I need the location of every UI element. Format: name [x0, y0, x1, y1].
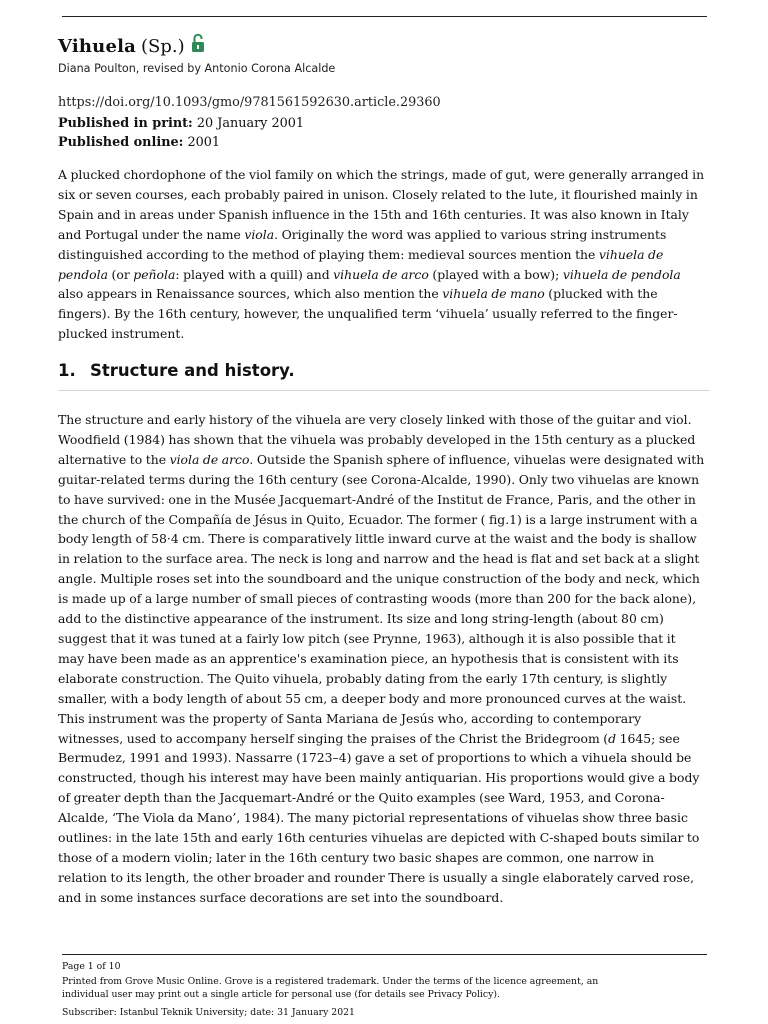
text-run: The structure and early history of the vihuela are very closely linked with those of the guitar and viol.: [58, 412, 692, 427]
text-line: [58, 808, 712, 828]
article-title-row: [58, 36, 205, 57]
text-run: (played with a bow);: [428, 266, 563, 282]
text-line: [58, 589, 712, 609]
text-line: [58, 649, 712, 669]
section-divider: [58, 390, 710, 391]
text-line: [58, 549, 712, 569]
text-run: plucked instrument.: [58, 326, 185, 342]
text-run: elaborate construction. The Quito vihuela, probably dating from the early 17th century, is slightly: [58, 670, 668, 686]
text-run: smaller, with a body length of about 55 cm, a deeper body and more pronounced curves at the waist.: [58, 690, 687, 706]
section-title: Structure and history.: [90, 361, 295, 380]
text-line: [58, 284, 712, 304]
text-run: fingers). By the 16th century, however, the unqualified term ‘vihuela’ usually referred to the finger-: [58, 306, 678, 322]
italic-term: vihuela de mano: [442, 286, 545, 302]
print-notice: [62, 975, 712, 1001]
italic-term: peñola: [133, 266, 176, 282]
published-online-label: Published online:: [58, 135, 184, 150]
text-run: Woodfield (1984) has shown that the vihuela was probably developed in the 15th century as a plucked: [58, 431, 696, 447]
text-line: [58, 748, 712, 768]
text-run: distinguished according to the method of playing them: medieval sources mention the: [58, 246, 599, 262]
body-paragraph: [58, 410, 712, 908]
print-notice-line: individual user may print out a single article for personal use (for details see Privacy Policy).: [62, 989, 500, 1000]
italic-term: d: [608, 730, 617, 746]
italic-term: pendola: [58, 266, 108, 282]
text-line: [58, 470, 712, 490]
text-line: [58, 304, 712, 324]
text-run: : played with a quill) and: [175, 266, 334, 282]
text-run: those of a modern violin; later in the 16th century two basic shapes are common, one narrow in: [58, 849, 655, 865]
text-run: alternative to the: [58, 451, 170, 467]
text-line: [58, 629, 712, 649]
intro-paragraph: [58, 165, 712, 344]
section-heading: [58, 361, 295, 380]
published-online-date: 2001: [187, 135, 221, 150]
text-line: [58, 410, 712, 430]
text-run: is made up of a large number of small pieces of contrasting woods (more than 200 for the back alone),: [58, 591, 697, 607]
text-line: [58, 450, 712, 470]
print-notice-line: Printed from Grove Music Online. Grove is a registered trademark. Under the terms of the licence agreement, an: [62, 976, 599, 987]
text-run: Alcalde, ‘The Viola da Mano’, 1984). The many pictorial representations of vihuelas show three basic: [58, 810, 688, 826]
text-line: [58, 788, 712, 808]
text-run: also appears in Renaissance sources, which also mention the: [58, 286, 443, 302]
text-run: Spain and in areas under Spanish influence in the 15th and 16th centuries. It was also known in Italy: [58, 206, 689, 222]
text-run: add to the distinctive appearance of the instrument. Its size and long string-length (about 80 cm): [58, 611, 664, 627]
text-line: [58, 490, 712, 510]
text-run: relation to its length, the other broader and rounder There is usually a single elaborately carved rose,: [58, 869, 695, 885]
page-number: Page 1 of 10: [62, 961, 121, 972]
text-line: [58, 669, 712, 689]
italic-term: vihuela de: [598, 246, 664, 262]
text-run: six or seven courses, each probably paired in unison. Closely related to the lute, it flourished mainly in: [58, 186, 698, 202]
text-run: and Portugal under the name: [58, 226, 245, 242]
text-run: in relation to the surface area. The neck is long and narrow and the head is flat and set back at a slight: [58, 551, 700, 567]
text-line: [58, 828, 712, 848]
text-run: witnesses, used to accompany herself singing the praises of the Christ the Bridegroom (: [58, 730, 609, 746]
text-line: [58, 225, 712, 245]
text-run: of greater depth than the Jacquemart-André or the Quito examples (see Ward, 1953, and Corona-: [58, 790, 665, 806]
section-number: 1.: [58, 361, 76, 380]
article-language: (Sp.): [141, 36, 185, 57]
text-run: guitar-related terms during the 16th century (see Corona-Alcalde, 1990). Only two vihuelas are known: [58, 471, 700, 487]
subscriber-info: Subscriber: Istanbul Teknik University; date: 31 January 2021: [62, 1007, 355, 1018]
text-run: A plucked chordophone of the viol family on which the strings, made of gut, were generally arranged in: [58, 167, 705, 182]
text-run: . Outside the Spanish sphere of influence, vihuelas were designated with: [249, 451, 705, 467]
italic-term: vihuela de arco: [333, 266, 429, 282]
text-line: [58, 569, 712, 589]
text-line: [58, 768, 712, 788]
text-line: [58, 245, 712, 265]
text-run: (plucked with the: [544, 286, 658, 302]
text-line: [58, 510, 712, 530]
italic-term: viola de arco: [169, 451, 250, 467]
article-title: Vihuela: [58, 36, 137, 57]
text-line: [58, 888, 712, 908]
text-run: angle. Multiple roses set into the soundboard and the unique construction of the body and neck, which: [58, 571, 700, 587]
text-run: may have been made as an apprentice's examination piece, an hypothesis that is consistent with its: [58, 650, 679, 666]
article-authors: Diana Poulton, revised by Antonio Corona Alcalde: [58, 62, 336, 75]
text-run: the church of the Compañía de Jésus in Quito, Ecuador. The former ( fig.1) is a large instrument with a: [58, 511, 698, 527]
text-run: . Originally the word was applied to various string instruments: [274, 226, 667, 242]
text-line: [58, 324, 712, 344]
text-line: [58, 430, 712, 450]
text-run: to have survived: one in the Musée Jacquemart-André of the Institut de France, Paris, and the other in: [58, 491, 696, 507]
text-line: [58, 185, 712, 205]
published-in-print-date: 20 January 2001: [196, 116, 305, 131]
text-run: body length of 58·4 cm. There is comparatively little inward curve at the waist and the body is shallow: [58, 531, 697, 547]
published-online: [58, 135, 220, 150]
italic-term: vihuela de pendola: [562, 266, 681, 282]
text-line: [58, 265, 712, 285]
text-line: [58, 165, 712, 185]
text-run: Bermudez, 1991 and 1993). Nassarre (1723–4) gave a set of proportions to which a vihuela should be: [58, 750, 692, 766]
text-run: constructed, though his interest may have been mainly antiquarian. His proportions would give a body: [58, 770, 700, 786]
text-run: (or: [108, 266, 134, 282]
text-line: [58, 729, 712, 749]
text-line: [58, 529, 712, 549]
text-line: [58, 848, 712, 868]
top-rule: [62, 16, 707, 17]
footer-rule: [62, 954, 707, 955]
doi-link[interactable]: https://doi.org/10.1093/gmo/9781561592630.article.29360: [58, 95, 441, 110]
italic-term: viola: [244, 226, 275, 242]
text-run: and in some instances surface decorations are set into the soundboard.: [58, 889, 504, 905]
text-line: [58, 709, 712, 729]
text-line: [58, 689, 712, 709]
text-run: This instrument was the property of Santa Mariana de Jesús who, according to contemporary: [58, 710, 642, 726]
text-run: outlines: in the late 15th and early 16th centuries vihuelas are depicted with C-shaped bouts similar to: [58, 830, 700, 846]
text-line: [58, 868, 712, 888]
published-in-print: [58, 116, 304, 131]
open-lock-icon: [191, 33, 205, 53]
text-run: suggest that it was tuned at a fairly low pitch (see Prynne, 1963), although it is also possible that it: [58, 630, 676, 646]
text-line: [58, 609, 712, 629]
text-run: 1645; see: [616, 730, 680, 746]
published-in-print-label: Published in print:: [58, 116, 193, 131]
text-line: [58, 205, 712, 225]
